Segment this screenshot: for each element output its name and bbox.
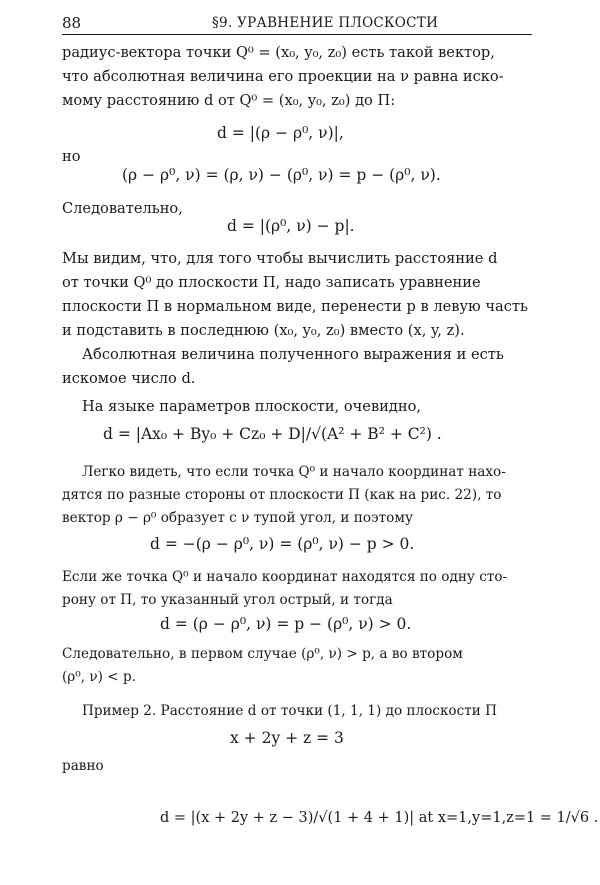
equation: d = |(ρ − ρ⁰, ν)|, <box>217 124 344 142</box>
text-line: Следовательно, <box>62 200 183 217</box>
equation: d = (ρ − ρ⁰, ν) = p − (ρ⁰, ν) > 0. <box>160 615 412 633</box>
text-line: радиус-вектора точки Q⁰ = (x₀, y₀, z₀) есть такой вектор, <box>62 44 495 61</box>
equation: d = −(ρ − ρ⁰, ν) = (ρ⁰, ν) − p > 0. <box>150 535 415 553</box>
text-line: равно <box>62 758 104 774</box>
example-heading: Пример 2. Расстояние d от точки (1, 1, 1) до плоскости П <box>82 703 497 719</box>
page-number: 88 <box>62 14 82 32</box>
text-line: Мы видим, что, для того чтобы вычислить расстояние d <box>62 250 498 267</box>
text-line: (ρ⁰, ν) < p. <box>62 669 137 685</box>
text-line: вектор ρ − ρ⁰ образует с ν тупой угол, и поэтому <box>62 510 413 526</box>
text-line: искомое число d. <box>62 370 196 387</box>
text-line: от точки Q⁰ до плоскости П, надо записать уравнение <box>62 274 481 291</box>
text-line: но <box>62 148 81 165</box>
text-line: Легко видеть, что если точка Q⁰ и начало координат нахо- <box>82 464 506 480</box>
text-line: рону от П, то указанный угол острый, и тогда <box>62 592 393 608</box>
text-line: Если же точка Q⁰ и начало координат находятся по одну сто- <box>62 569 508 585</box>
text-line: плоскости П в нормальном виде, перенести p в левую часть <box>62 298 528 315</box>
example-equation: x + 2y + z = 3 <box>230 729 344 747</box>
text-line: что абсолютная величина его проекции на ν равна иско- <box>62 68 504 85</box>
text-line: Следовательно, в первом случае (ρ⁰, ν) > p, а во втором <box>62 646 463 662</box>
equation: d = |(ρ⁰, ν) − p|. <box>227 217 355 235</box>
equation: (ρ − ρ⁰, ν) = (ρ, ν) − (ρ⁰, ν) = p − (ρ⁰, ν). <box>122 166 441 184</box>
text-line: На языке параметров плоскости, очевидно, <box>82 398 422 415</box>
text-line: дятся по разные стороны от плоскости П (как на рис. 22), то <box>62 487 502 503</box>
text-line: Абсолютная величина полученного выражения и есть <box>82 346 504 363</box>
text-line: и подставить в последнюю (x₀, y₀, z₀) вместо (x, y, z). <box>62 322 465 339</box>
final-formula: d = |(x + 2y + z − 3)/√(1 + 4 + 1)| at x=1,y=1,z=1 = 1/√6 . <box>160 810 599 826</box>
running-header <box>62 12 532 35</box>
text-line: мому расстоянию d от Q⁰ = (x₀, y₀, z₀) до П: <box>62 92 396 109</box>
equation: d = |Ax₀ + By₀ + Cz₀ + D|/√(A² + B² + C²) . <box>103 425 442 443</box>
running-title: §9. УРАВНЕНИЕ ПЛОСКОСТИ <box>212 15 439 31</box>
